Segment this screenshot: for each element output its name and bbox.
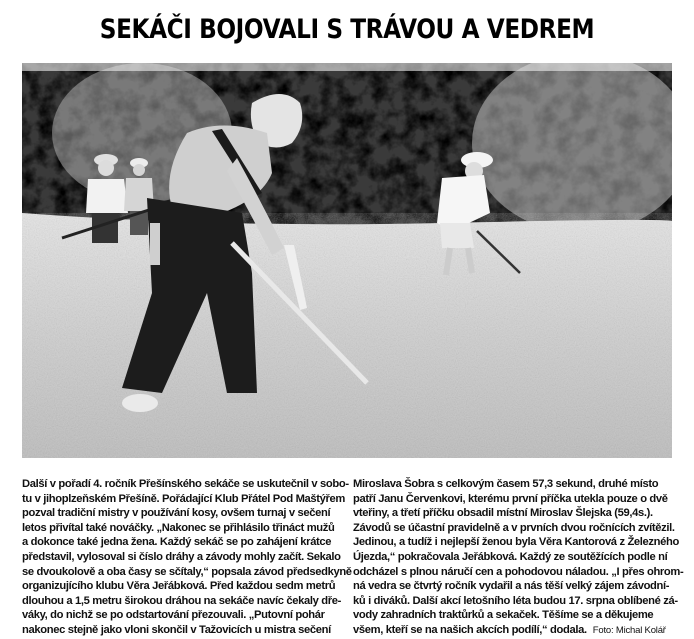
article-line: ků i diváků. Další akcí letošního léta budou 17. srpna oblíbené zá- — [353, 594, 678, 607]
article-line: představil, vylosoval si číslo dráhy a závody mohly začít. Sekalo — [22, 550, 341, 563]
article-line: vteřiny, a třetí příčku obsadil místní Miroslav Šlejska (59,4s.). — [353, 507, 653, 520]
article-line: ná vedra se čtvrtý ročník vydařil a nás těší velký zájem závodní- — [353, 580, 670, 593]
article-line: odcházel s plnou náručí cen a pohodovou náladou. „I přes ohrom- — [353, 565, 684, 578]
article-line: Újezda,“ pokračovala Jeřábková. Každý ze soutěžících podle ní — [353, 550, 668, 563]
article-line: dlouhou a 1,5 metru širokou dráhou na sekáče navíc čekaly dře- — [22, 594, 342, 607]
article-line-last — [353, 623, 675, 639]
article-line: tu v jihoplzeňském Přešíně. Pořádající Klub Přátel Pod Maštýřem — [22, 492, 346, 505]
article-line: a dokonce také jedna žena. Každý sekáč se po zahájení krátce — [22, 536, 332, 549]
article-line: vody zahradních traktůrků a sekaček. Těšíme se a děkujeme — [353, 609, 654, 622]
article-line: pozval tradiční mistry v používání kosy, ovšem turnaj v sečení — [22, 507, 331, 520]
article-line: Miroslava Šobra s celkovým časem 57,3 sekund, druhé místo — [353, 478, 659, 490]
article-line: váky, do nichž se po odstartování přezouvali. „Putovní pohár — [22, 609, 325, 622]
article-line: nakonec stejně jako vloni skončil v Tažovicích u mistra sečení — [22, 623, 331, 636]
article-photo — [22, 63, 672, 458]
article-line: organizujícího klubu Věra Jeřábková. Před každou sedm metrů — [22, 580, 336, 593]
article-body-left-column — [22, 477, 352, 638]
article-line: Další v pořadí 4. ročník Přešínského sekáče se uskutečnil v sobo- — [22, 478, 349, 490]
article-line: Jedinou, a tudíž i nejlepší ženou byla Věra Kantorová z Železného — [353, 536, 679, 549]
article-body-right-column — [353, 477, 684, 639]
article-line: patří Janu Červenkovi, kterému první příčka utekla pouze o dvě — [353, 492, 668, 505]
mowers-photo-illustration — [22, 63, 672, 458]
article-line: letos přivítal také nováčky. „Nakonec se přihlásilo třináct mužů — [22, 521, 335, 534]
article-closing-text: všem, kteří se na našich akcích podílí,“ dodala. — [353, 623, 587, 636]
article-line: Závodů se účastní pravidelně a v prvních dvou ročnících zvítězil. — [353, 521, 675, 534]
article-headline: SEKÁČI BOJOVALI S TRÁVOU A VEDREM — [99, 14, 595, 45]
photo-credit: Foto: Michal Kolář — [592, 624, 666, 636]
article-line: se dvoukolově a oba časy se sčítaly,“ popsala závod předsedkyně — [22, 565, 352, 578]
